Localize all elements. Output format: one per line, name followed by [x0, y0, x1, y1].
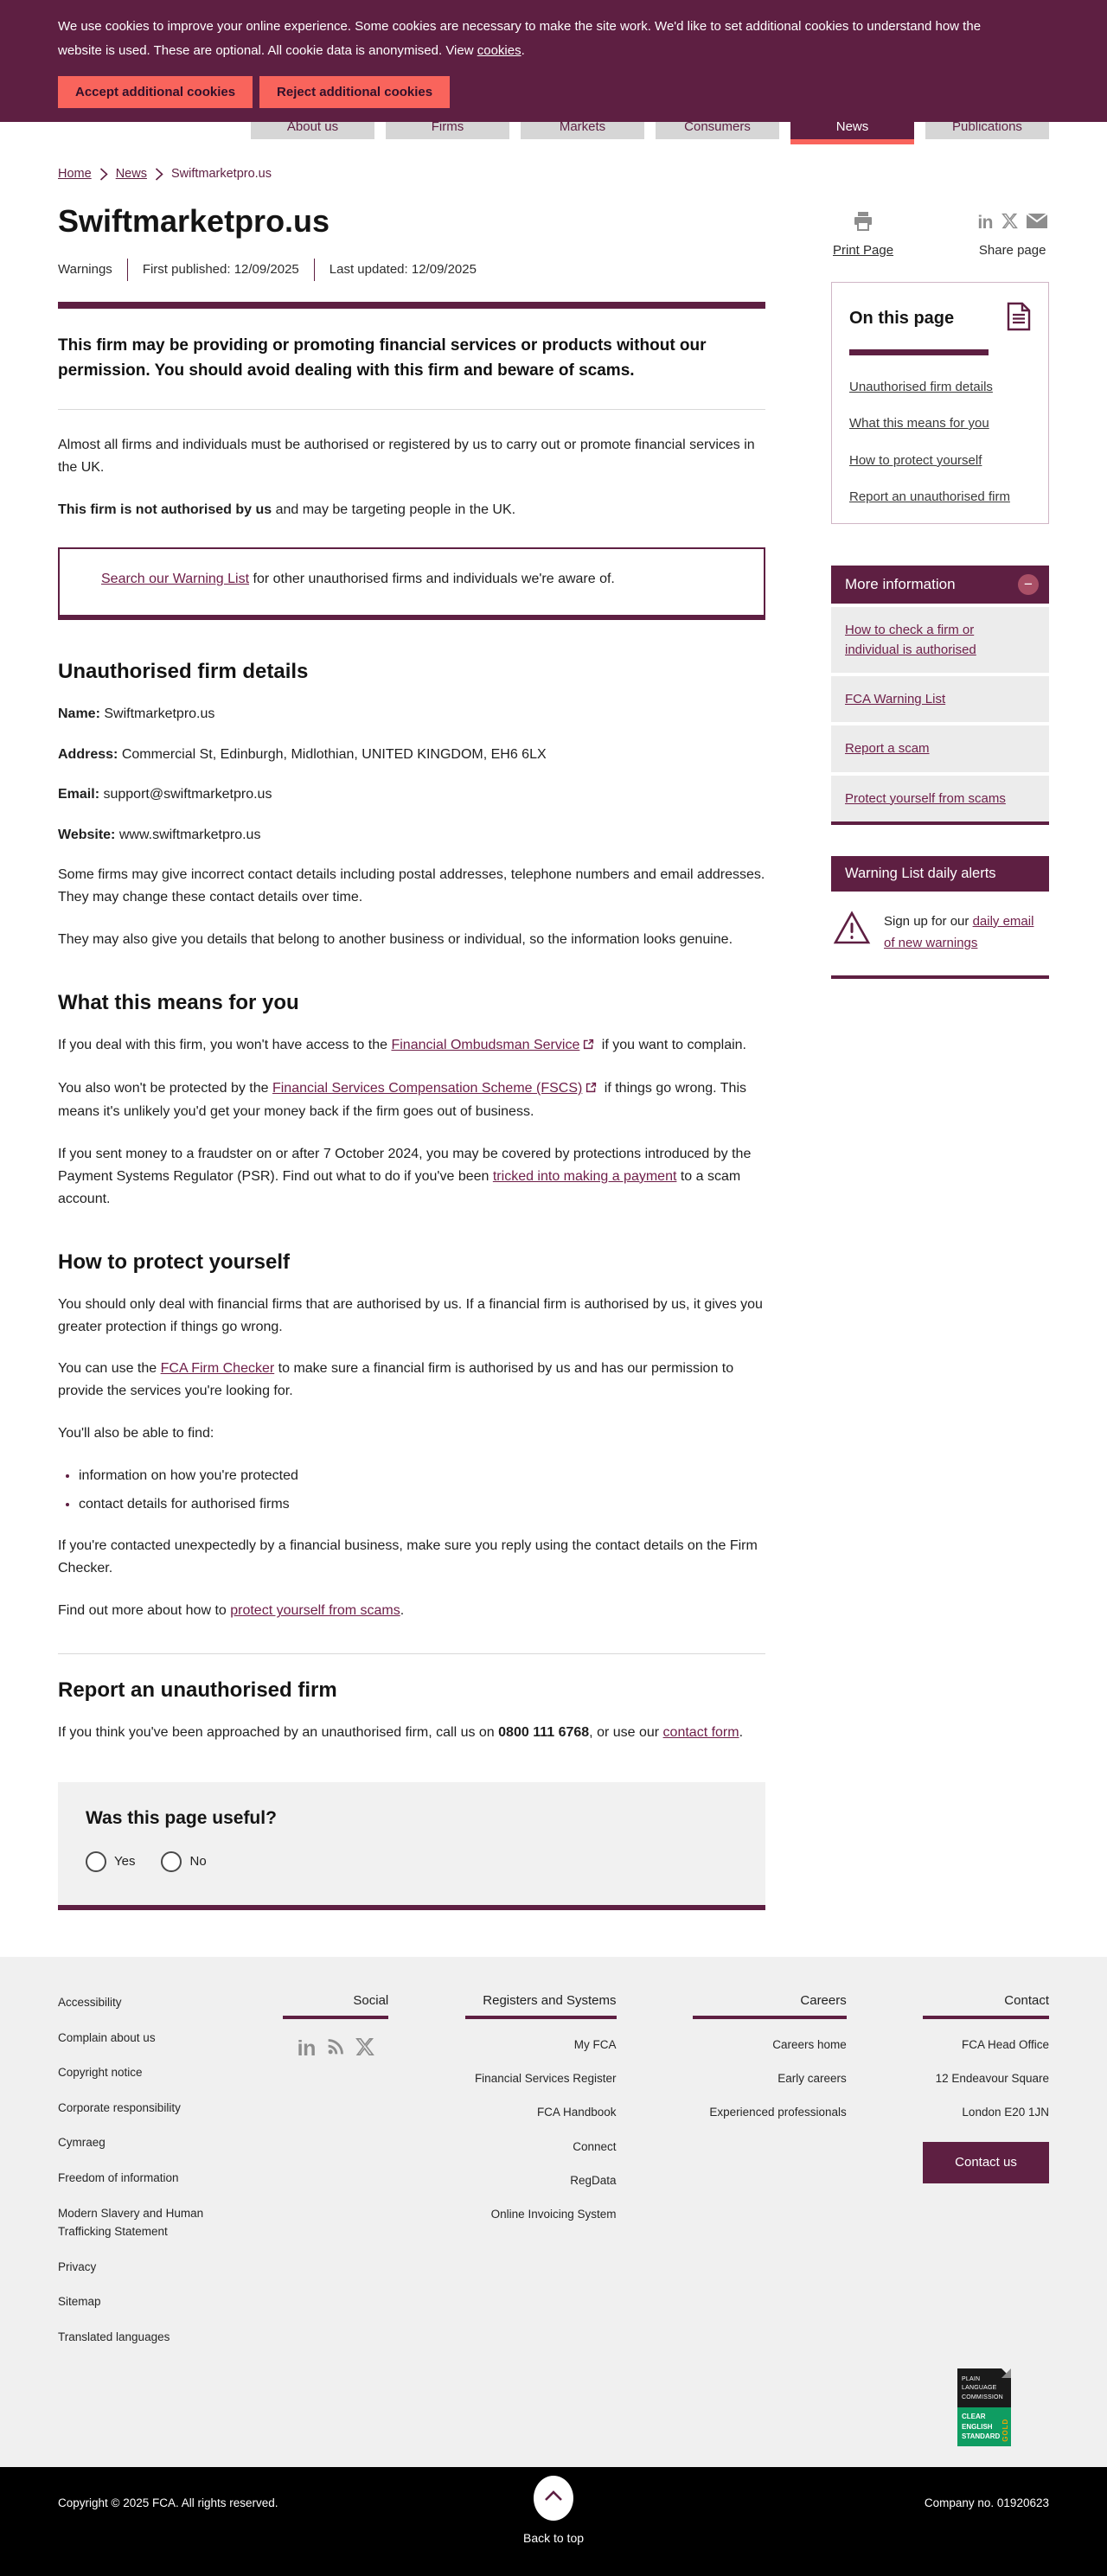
means-paragraph-1: If you deal with this firm, you won't have access to the Financial Ombudsman Service if you want to complain. [58, 1034, 765, 1058]
intro-paragraph: Almost all firms and individuals must be authorised or registered by us to carry out or promote financial services in the UK. [58, 438, 755, 476]
breadcrumb-current: Swiftmarketpro.us [170, 166, 272, 181]
fscs-link[interactable]: Financial Services Compensation Scheme (FSCS) [272, 1081, 583, 1096]
main-content [58, 191, 765, 1910]
footer-link-my-fca[interactable]: My FCA [573, 2037, 617, 2051]
cookie-message [58, 15, 983, 63]
fca-warning-list-link[interactable]: FCA Warning List [845, 692, 946, 706]
footer-link-experienced-professionals[interactable]: Experienced professionals [709, 2106, 847, 2119]
first-published [143, 262, 299, 277]
footer-link-translated[interactable]: Translated languages [58, 2330, 170, 2343]
footer-link-corporate-responsibility[interactable]: Corporate responsibility [58, 2100, 181, 2114]
footer-link-sitemap[interactable]: Sitemap [58, 2295, 101, 2309]
footer-registers-heading: Registers and Systems [465, 1993, 617, 2019]
warning-callout-text: for other unauthorised firms and individuals we're aware of. [249, 572, 615, 587]
means-paragraph-3: If you sent money to a fraudster on or after 7 October 2024, you may be covered by protections introduced by the Payment Systems Regulator (PSR). Find out what to do if you've been tricked into making a payment to a scam account. [58, 1146, 752, 1206]
footer-link-privacy[interactable]: Privacy [58, 2260, 97, 2273]
external-link-icon [583, 1035, 594, 1058]
protect-bullet-list [58, 1465, 765, 1515]
first-published-date: 12/09/2025 [234, 262, 299, 277]
page-feedback-panel [58, 1782, 765, 1910]
category-label: Warnings [58, 262, 112, 277]
footer-link-accessibility[interactable]: Accessibility [58, 1995, 122, 2009]
accept-cookies-button[interactable]: Accept additional cookies [58, 76, 253, 108]
footer-link-modern-slavery[interactable]: Modern Slavery and Human Trafficking Statement [58, 2206, 204, 2239]
title-divider-bar [58, 302, 765, 309]
protect-yourself-link[interactable]: Protect yourself from scams [845, 790, 1006, 806]
badge-fold-corner [1001, 2368, 1011, 2378]
field-value: Commercial St, Edinburgh, Midlothian, UNITED KINGDOM, EH6 6LX [121, 746, 547, 762]
accordion-bottom-bar [831, 821, 1049, 825]
protect-from-scams-link[interactable]: protect yourself from scams [230, 1603, 400, 1619]
footer-contact-column [923, 1993, 1049, 2363]
linkedin-icon[interactable]: in [297, 2036, 316, 2061]
contact-us-button[interactable]: Contact us [923, 2142, 1049, 2184]
nav-tab-publications[interactable] [925, 122, 1049, 144]
details-paragraph-2: They may also give you details that belong to another business or individual, so the information looks genuine. [58, 932, 733, 948]
print-page-group [833, 210, 893, 258]
more-info-item [831, 676, 1049, 722]
section-title-means: What this means for you [58, 991, 299, 1015]
more-info-item [831, 607, 1049, 674]
chevron-right-icon [99, 168, 108, 181]
x-icon[interactable] [355, 2037, 374, 2061]
protect-paragraph-3: You'll also be able to find: [58, 1426, 214, 1441]
share-page-group [977, 210, 1047, 258]
toc-link-means[interactable]: What this means for you [849, 416, 989, 431]
section-divider [58, 1653, 765, 1654]
badge-gold-label: GOLD [1001, 2418, 1009, 2442]
footer-link-online-invoicing[interactable]: Online Invoicing System [490, 2208, 617, 2221]
footer-link-handbook[interactable]: FCA Handbook [536, 2106, 617, 2119]
nav-tab-label: Publications [952, 121, 1022, 134]
cookie-message-suffix: . [521, 42, 525, 58]
linkedin-share-icon[interactable]: in [977, 212, 993, 233]
toc-link-protect[interactable]: How to protect yourself [849, 452, 982, 468]
protect-paragraph-2: You can use the FCA Firm Checker to make sure a financial firm is authorised by us and has our permission to provide the services you're looking for. [58, 1361, 734, 1399]
toc-link-report[interactable]: Report an unauthorised firm [849, 489, 1010, 504]
site-footer [0, 1957, 1107, 2467]
collapse-minus-icon[interactable]: − [1018, 574, 1039, 595]
yes-label: Yes [114, 1854, 136, 1870]
footer-link-foi[interactable]: Freedom of information [58, 2170, 179, 2184]
contact-form-link[interactable]: contact form [662, 1725, 739, 1741]
field-value: support@swiftmarketpro.us [103, 787, 272, 802]
ombudsman-link[interactable]: Financial Ombudsman Service [391, 1038, 580, 1053]
external-link-icon [585, 1078, 597, 1101]
sidebar [831, 210, 1049, 1910]
field-label: Name: [58, 706, 100, 722]
share-page-label: Share page [978, 242, 1046, 258]
lead-warning-text: This firm may be providing or promoting financial services or products without our permission. You should avoid dealing with this firm and beware of scams. [58, 336, 707, 380]
details-paragraph-1: Some firms may give incorrect contact details including postal addresses, telephone numbers and email addresses. They may change these contact details over time. [58, 867, 765, 905]
meta-divider [314, 259, 315, 281]
breadcrumb-home-link[interactable]: Home [58, 166, 92, 181]
on-this-page-title: On this page [849, 308, 955, 328]
firm-website-field [58, 824, 765, 847]
print-page-link[interactable]: Print Page [833, 242, 894, 258]
footer-link-early-careers[interactable]: Early careers [777, 2072, 847, 2086]
active-tab-underline [790, 139, 914, 144]
meta-divider [127, 259, 128, 281]
page-title: Swiftmarketpro.us [58, 202, 330, 239]
firm-checker-link[interactable]: FCA Firm Checker [160, 1361, 275, 1377]
footer-link-copyright[interactable]: Copyright notice [58, 2066, 143, 2080]
footer-link-careers-home[interactable]: Careers home [772, 2037, 847, 2051]
section-divider [58, 409, 765, 410]
field-value: Swiftmarketpro.us [104, 706, 215, 722]
document-icon [1007, 302, 1031, 336]
protect-paragraph-1: You should only deal with financial firms that are authorised by us. If a financial firm is authorised by us, it gives you greater protection if things go wrong. [58, 1296, 763, 1334]
field-label: Address: [58, 746, 118, 762]
protect-paragraph-4: If you're contacted unexpectedly by a financial business, make sure you reply using the contact details on the Firm Checker. [58, 1538, 758, 1576]
back-to-top-button[interactable] [523, 2476, 584, 2547]
footer-careers-heading: Careers [693, 1993, 847, 2019]
nav-tab-label: Consumers [684, 121, 751, 134]
more-information-accordion [831, 566, 1049, 825]
firm-email-field [58, 783, 765, 806]
primary-nav [58, 122, 1049, 144]
breadcrumb [58, 167, 1049, 181]
more-information-header[interactable] [831, 566, 1049, 604]
protect-paragraph-5: Find out more about how to protect yourself from scams. [58, 1603, 405, 1619]
field-label: Email: [58, 787, 100, 802]
cookie-message-text: We use cookies to improve your online experience. Some cookies are necessary to make the site work. We'd like to set additional cookies to understand how the website is used. These are optional. All cookie data is anonymised. View [58, 19, 982, 58]
plain-language-commission-badge: PLAIN LANGUAGE COMMISSION CLEAR ENGLISH STANDARD GOLD [957, 2368, 1011, 2446]
toc-link-details[interactable]: Unauthorised firm details [849, 379, 993, 394]
no-label: No [189, 1854, 207, 1870]
footer-link-complain[interactable]: Complain about us [58, 2030, 156, 2044]
footer-link-fs-register[interactable]: Financial Services Register [474, 2072, 617, 2086]
not-authorised-bold: This firm is not authorised by us [58, 502, 272, 518]
x-share-icon[interactable] [1001, 213, 1018, 233]
chevron-right-icon [155, 168, 163, 181]
feedback-question: Was this page useful? [86, 1807, 277, 1828]
last-updated-date: 12/09/2025 [411, 262, 477, 277]
last-updated [330, 262, 477, 277]
back-to-top-label: Back to top [522, 2530, 585, 2545]
footer-link-connect[interactable]: Connect [573, 2139, 617, 2153]
warning-list-callout [58, 547, 765, 620]
section-title-protect: How to protect yourself [58, 1250, 291, 1274]
nav-tab-label: Markets [559, 121, 606, 134]
copyright-text: Copyright © 2025 FCA. All rights reserved. [58, 2496, 278, 2509]
breadcrumb-news-link[interactable]: News [115, 166, 147, 181]
footer-link-cymraeg[interactable]: Cymraeg [58, 2136, 106, 2150]
nav-tab-consumers[interactable] [656, 122, 779, 144]
not-authorised-rest: and may be targeting people in the UK. [272, 502, 516, 518]
nav-tab-markets[interactable] [521, 122, 644, 144]
nav-tab-label: News [835, 121, 869, 134]
on-this-page-underline [849, 349, 989, 355]
radio-no[interactable] [161, 1851, 182, 1872]
footer-social-heading: Social [283, 1993, 388, 2019]
daily-alerts-title: Warning List daily alerts [831, 856, 1049, 892]
report-paragraph: If you think you've been approached by an unauthorised firm, call us on 0800 111 6768, or use our contact form. [58, 1725, 744, 1741]
more-info-item [831, 725, 1049, 771]
bullet-item: • contact details for authorised firms [79, 1493, 765, 1516]
more-information-title: More information [845, 575, 956, 592]
search-warning-list-link[interactable]: Search our Warning List [101, 572, 250, 587]
printer-icon[interactable] [852, 211, 874, 235]
rss-icon[interactable] [327, 2038, 344, 2060]
check-authorised-link[interactable]: How to check a firm or individual is authorised [845, 622, 976, 657]
company-number: Company no. 01920623 [924, 2496, 1049, 2509]
not-authorised-paragraph [58, 499, 765, 521]
nav-tab-firms[interactable] [386, 122, 509, 144]
footer-careers-column [693, 1993, 847, 2363]
report-a-scam-link[interactable]: Report a scam [845, 741, 930, 757]
nav-tab-news-active[interactable] [790, 122, 914, 144]
nav-tab-about-us[interactable] [251, 122, 374, 144]
footer-registers-column [465, 1993, 617, 2363]
footer-contact-heading: Contact [923, 1993, 1049, 2019]
field-value: www.swiftmarketpro.us [118, 827, 261, 842]
contact-address-line: London E20 1JN [962, 2106, 1049, 2119]
firm-address-field [58, 744, 765, 766]
last-updated-label: Last updated: [329, 262, 408, 277]
chevron-up-icon [544, 2490, 563, 2506]
tricked-payment-link[interactable]: tricked into making a payment [492, 1168, 677, 1184]
bottom-bar [0, 2467, 1107, 2576]
feedback-no-option[interactable] [161, 1851, 206, 1872]
feedback-yes-option[interactable] [86, 1851, 135, 1872]
nav-tab-label: Firms [431, 121, 464, 134]
footer-social-column [283, 1993, 388, 2363]
footer-links-column [58, 1993, 207, 2363]
daily-alerts-panel [831, 856, 1049, 979]
means-paragraph-2: You also won't be protected by the Financial Services Compensation Scheme (FSCS) if things go wrong. This means it's unlikely you'd get your money back if the firm goes out of business. [58, 1077, 765, 1123]
cookies-link[interactable]: cookies [477, 42, 522, 58]
contact-address-line: FCA Head Office [961, 2037, 1049, 2051]
warning-triangle-icon [833, 911, 871, 949]
firm-name-field [58, 703, 765, 725]
nav-tab-label: About us [286, 121, 339, 134]
email-share-icon[interactable] [1027, 214, 1047, 232]
page-meta [58, 259, 765, 281]
first-published-label: First published: [142, 262, 231, 277]
field-label: Website: [58, 827, 116, 842]
phone-number: 0800 111 6768 [498, 1725, 590, 1741]
alerts-signup-text: Sign up for our daily email of new warnings [884, 913, 1034, 951]
more-info-item [831, 776, 1049, 821]
contact-address-line: 12 Endeavour Square [935, 2072, 1049, 2086]
reject-cookies-button[interactable]: Reject additional cookies [259, 76, 450, 108]
on-this-page-box [831, 282, 1049, 524]
section-title-report: Report an unauthorised firm [58, 1678, 337, 1703]
cookie-banner [0, 0, 1107, 122]
section-title-details: Unauthorised firm details [58, 660, 309, 684]
radio-yes[interactable] [86, 1851, 106, 1872]
footer-link-regdata[interactable]: RegData [570, 2173, 617, 2187]
bullet-item: • information on how you're protected [79, 1465, 765, 1487]
daily-email-signup-link[interactable]: daily email of new warnings [884, 913, 1034, 951]
